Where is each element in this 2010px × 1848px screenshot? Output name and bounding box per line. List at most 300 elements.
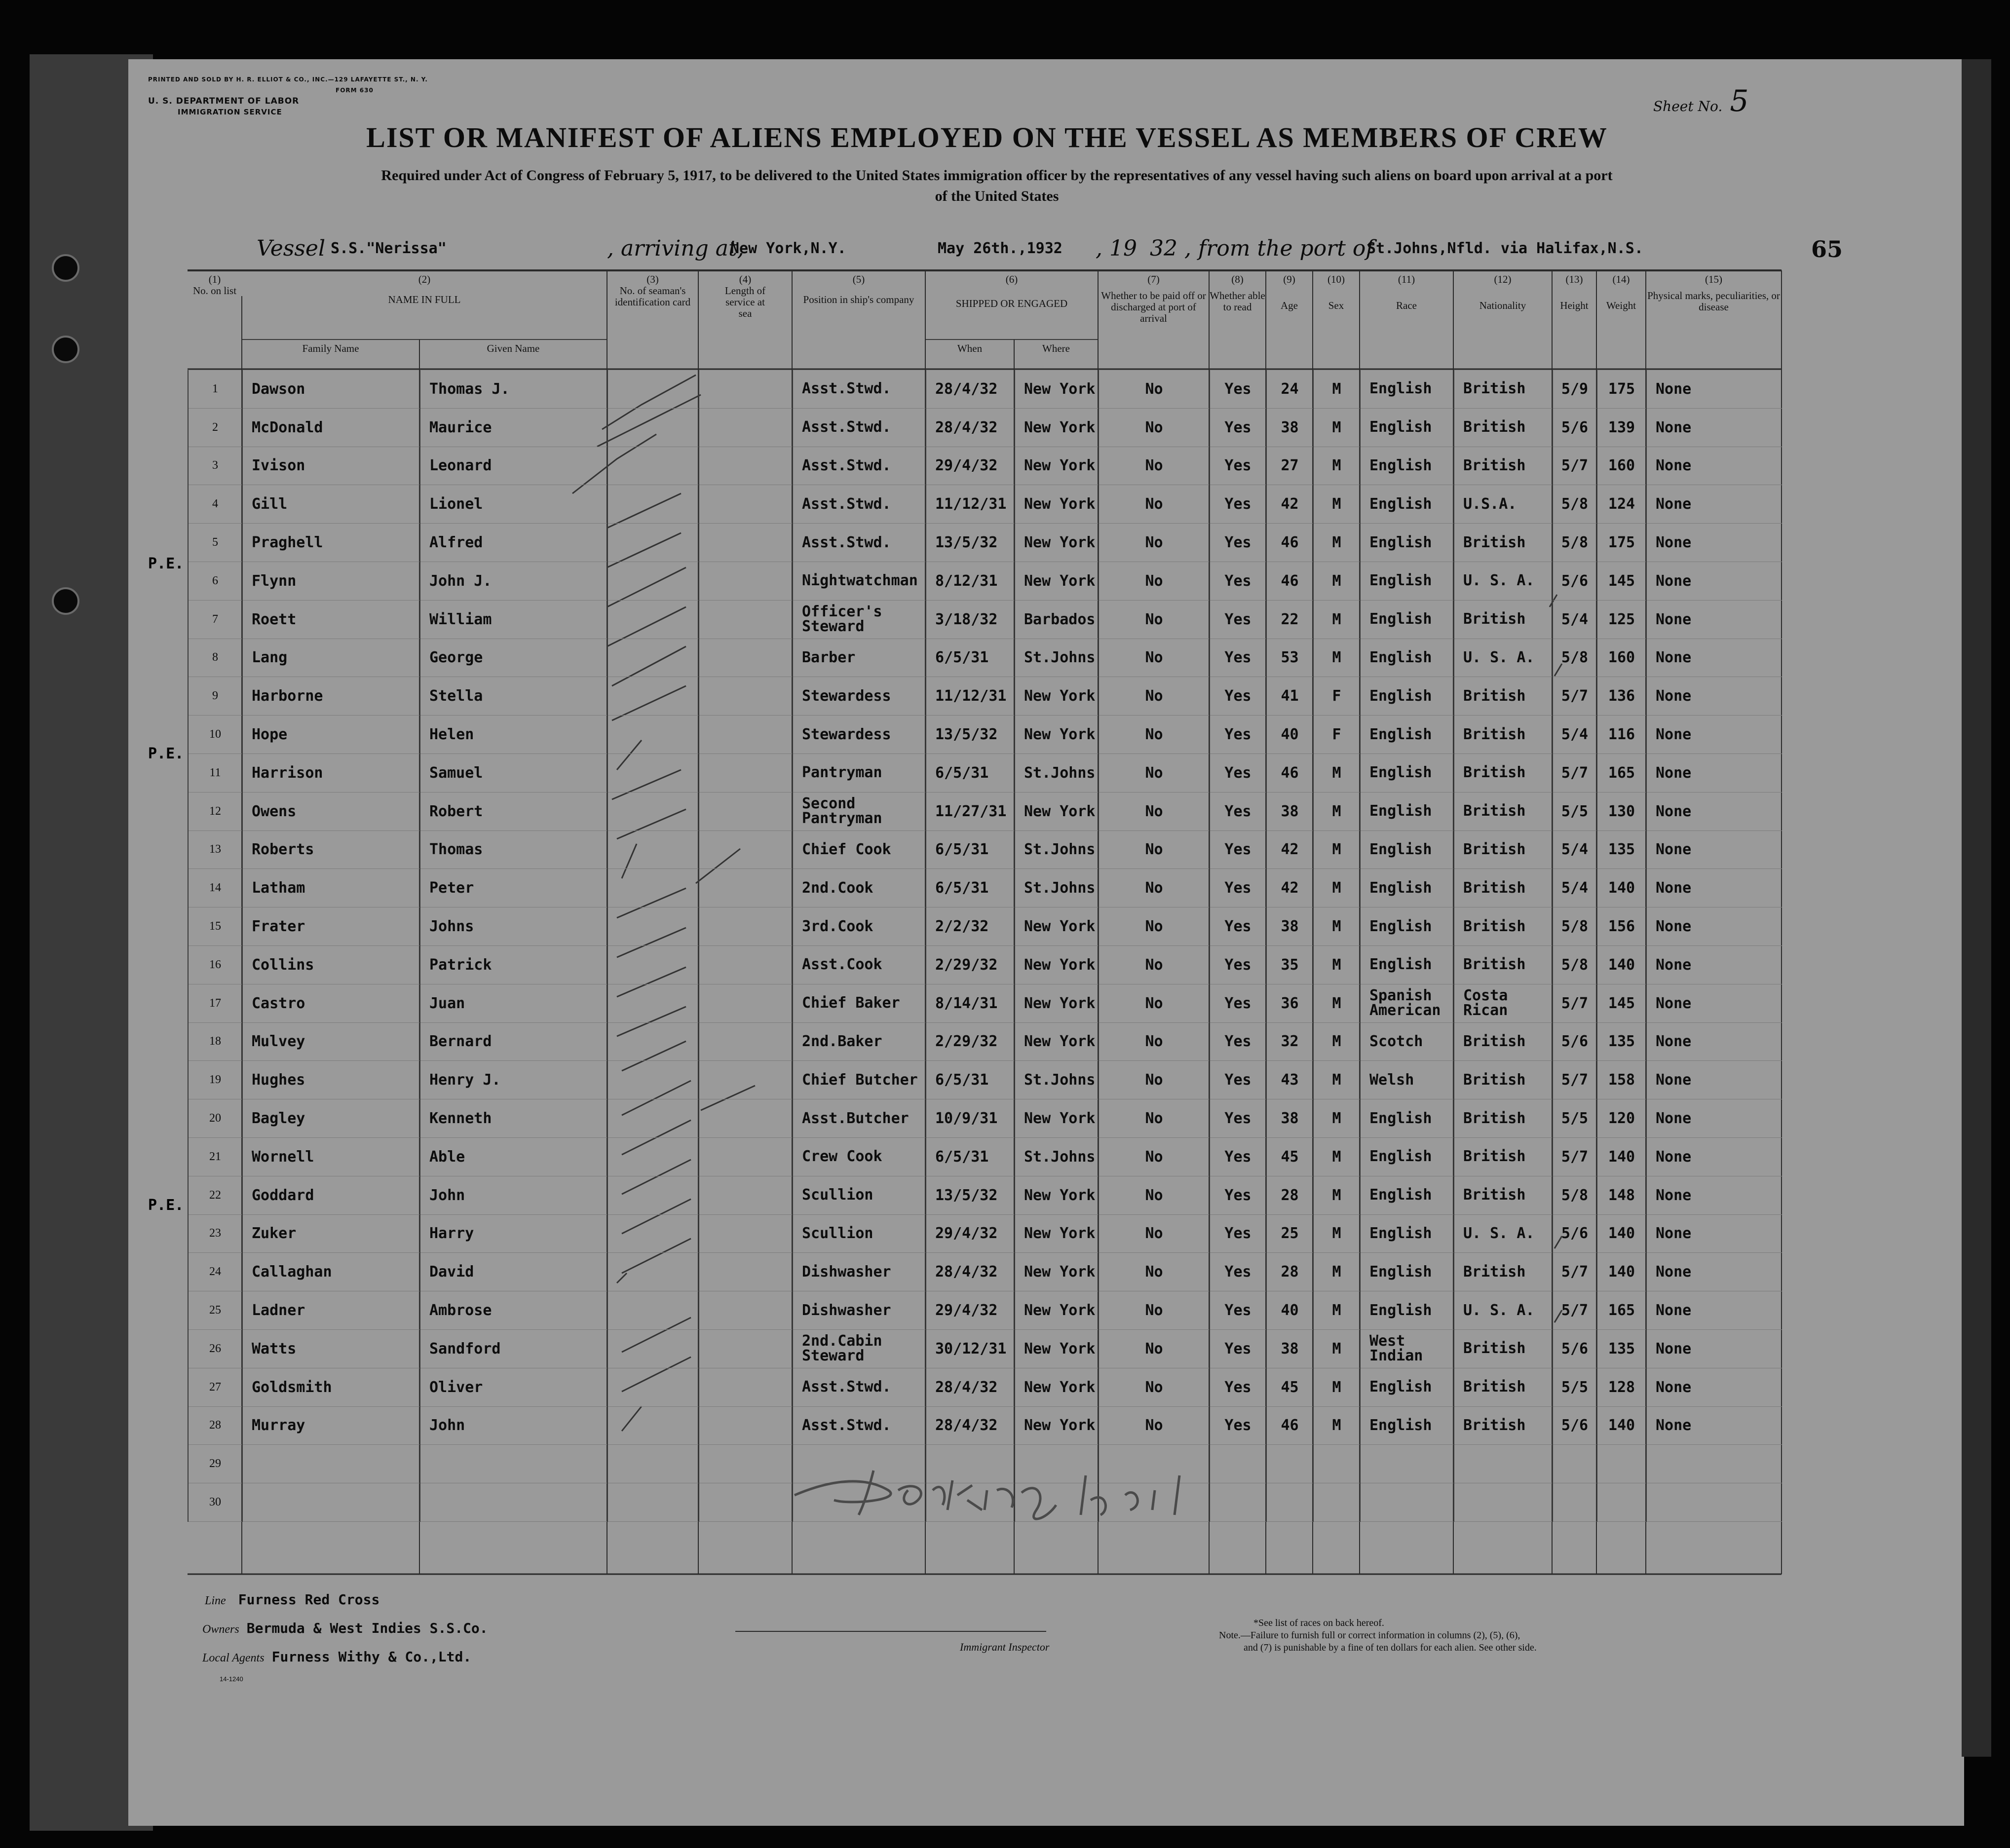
id-card-cell xyxy=(607,1176,699,1214)
nationality: British xyxy=(1454,1137,1553,1176)
age: 25 xyxy=(1266,1214,1313,1253)
service-length-cell xyxy=(699,1099,793,1138)
shipped-where: St.Johns xyxy=(1015,830,1099,869)
position: Chief Butcher xyxy=(793,1061,926,1099)
race: English xyxy=(1360,408,1454,447)
service-length-cell xyxy=(699,562,793,600)
shipped-when: 8/14/31 xyxy=(926,984,1015,1022)
id-card-cell xyxy=(607,447,699,485)
position: Asst.Stwd. xyxy=(793,447,926,485)
height: 5/5 xyxy=(1553,1099,1597,1138)
shipped-when: 3/18/32 xyxy=(926,600,1015,639)
row-number: 22 xyxy=(188,1176,242,1214)
service-length-cell xyxy=(699,1137,793,1176)
sex: M xyxy=(1313,1061,1360,1099)
able-to-read: Yes xyxy=(1210,677,1266,716)
nationality: British xyxy=(1454,370,1553,408)
shipped-when: 28/4/32 xyxy=(926,1406,1015,1445)
given-name-header: Given Name xyxy=(487,342,540,354)
able-to-read: Yes xyxy=(1210,792,1266,830)
height: 5/7 xyxy=(1553,1253,1597,1291)
family-name: Goldsmith xyxy=(242,1368,420,1406)
family-name: Goddard xyxy=(242,1176,420,1214)
row-number: 21 xyxy=(188,1137,242,1176)
id-card-cell xyxy=(607,945,699,984)
weight: 130 xyxy=(1597,792,1646,830)
given-name: Johns xyxy=(420,907,607,946)
family-name: Mulvey xyxy=(242,1022,420,1061)
agents-value: Furness Withy & Co.,Ltd. xyxy=(271,1649,472,1665)
age: 38 xyxy=(1266,1099,1313,1138)
sex: M xyxy=(1313,1214,1360,1253)
inspector-signature xyxy=(790,1461,1263,1525)
id-card-cell xyxy=(607,1253,699,1291)
col-num: (8) xyxy=(1231,273,1244,285)
able-to-read: Yes xyxy=(1210,524,1266,562)
id-card-cell xyxy=(607,984,699,1022)
paid-off: No xyxy=(1099,1329,1210,1368)
able-to-read: Yes xyxy=(1210,562,1266,600)
given-name: Able xyxy=(420,1137,607,1176)
height: 5/4 xyxy=(1553,869,1597,907)
able-to-read: Yes xyxy=(1210,639,1266,677)
service-length-cell xyxy=(699,984,793,1022)
height: 5/6 xyxy=(1553,1022,1597,1061)
notes xyxy=(1219,1617,1836,1654)
nationality: British xyxy=(1454,792,1553,830)
row-number: 16 xyxy=(188,945,242,984)
id-card-cell xyxy=(607,408,699,447)
service-length-cell xyxy=(699,1253,793,1291)
weight: 158 xyxy=(1597,1061,1646,1099)
age: 38 xyxy=(1266,408,1313,447)
height: 5/6 xyxy=(1553,562,1597,600)
able-to-read: Yes xyxy=(1210,408,1266,447)
paid-off: No xyxy=(1099,907,1210,946)
footer-line-row xyxy=(202,1591,379,1608)
owners-value: Bermuda & West Indies S.S.Co. xyxy=(246,1620,488,1636)
paid-off: No xyxy=(1099,716,1210,754)
when-header: When xyxy=(957,342,983,354)
race: English xyxy=(1360,562,1454,600)
able-to-read: Yes xyxy=(1210,370,1266,408)
service-length-cell xyxy=(699,1445,793,1483)
weight xyxy=(1597,1445,1646,1483)
position: Stewardess xyxy=(793,716,926,754)
physical-marks: None xyxy=(1646,869,1782,907)
nationality: British xyxy=(1454,1329,1553,1368)
height: 5/8 xyxy=(1553,524,1597,562)
race: English xyxy=(1360,485,1454,524)
physical-marks: None xyxy=(1646,1329,1782,1368)
family-name: Frater xyxy=(242,907,420,946)
paid-off: No xyxy=(1099,370,1210,408)
service-length-cell xyxy=(699,1368,793,1406)
id-card-cell xyxy=(607,1099,699,1138)
sex xyxy=(1313,1483,1360,1522)
line-label: Line xyxy=(205,1594,226,1607)
paid-off: No xyxy=(1099,408,1210,447)
weight: 124 xyxy=(1597,485,1646,524)
table-row xyxy=(188,485,1782,524)
col-label: Whether to be paid off or discharged at port of arrival xyxy=(1101,290,1206,324)
sex: M xyxy=(1313,1176,1360,1214)
able-to-read: Yes xyxy=(1210,830,1266,869)
age: 40 xyxy=(1266,716,1313,754)
race: Scotch xyxy=(1360,1022,1454,1061)
given-name: John xyxy=(420,1176,607,1214)
position: Asst.Stwd. xyxy=(793,1368,926,1406)
sex: M xyxy=(1313,754,1360,792)
height: 5/7 xyxy=(1553,984,1597,1022)
table-row xyxy=(188,1061,1782,1099)
position: Barber xyxy=(793,639,926,677)
race: Spanish American xyxy=(1360,984,1454,1022)
weight: 145 xyxy=(1597,562,1646,600)
vessel-label: Vessel xyxy=(257,236,326,261)
service-length-cell xyxy=(699,1406,793,1445)
row-number: 3 xyxy=(188,447,242,485)
position: Pantryman xyxy=(793,754,926,792)
able-to-read: Yes xyxy=(1210,447,1266,485)
col-label: Height xyxy=(1560,300,1589,311)
owners-label: Owners xyxy=(202,1623,239,1636)
height: 5/8 xyxy=(1553,1176,1597,1214)
col-num: (3) xyxy=(646,273,659,285)
note-line-2: and (7) is punishable by a fine of ten dollars for each alien. See other side. xyxy=(1244,1642,1537,1653)
year-label: , 19 xyxy=(1096,236,1137,261)
family-name: Wornell xyxy=(242,1137,420,1176)
shipped-when: 13/5/32 xyxy=(926,1176,1015,1214)
family-name: Ivison xyxy=(242,447,420,485)
row-number: 29 xyxy=(188,1445,242,1483)
family-name: Gill xyxy=(242,485,420,524)
able-to-read: Yes xyxy=(1210,1214,1266,1253)
service-length-cell xyxy=(699,485,793,524)
service-length-cell xyxy=(699,370,793,408)
weight: 120 xyxy=(1597,1099,1646,1138)
race: English xyxy=(1360,1406,1454,1445)
service-length-cell xyxy=(699,792,793,830)
row-number: 26 xyxy=(188,1329,242,1368)
pe-mark: P.E. xyxy=(148,745,184,762)
able-to-read: Yes xyxy=(1210,600,1266,639)
family-name: Praghell xyxy=(242,524,420,562)
position: Stewardess xyxy=(793,677,926,716)
physical-marks: None xyxy=(1646,639,1782,677)
id-card-cell xyxy=(607,792,699,830)
id-card-cell xyxy=(607,716,699,754)
physical-marks: None xyxy=(1646,1253,1782,1291)
race: Welsh xyxy=(1360,1061,1454,1099)
age: 42 xyxy=(1266,869,1313,907)
shipped-where: New York xyxy=(1015,562,1099,600)
race: English xyxy=(1360,1368,1454,1406)
weight: 145 xyxy=(1597,984,1646,1022)
row-number: 28 xyxy=(188,1406,242,1445)
col-label: Whether able to read xyxy=(1210,290,1265,313)
weight: 135 xyxy=(1597,830,1646,869)
sex: M xyxy=(1313,1291,1360,1330)
position: Asst.Stwd. xyxy=(793,408,926,447)
sex: M xyxy=(1313,600,1360,639)
physical-marks: None xyxy=(1646,1214,1782,1253)
table-row xyxy=(188,1099,1782,1138)
sex: M xyxy=(1313,1368,1360,1406)
nationality: U. S. A. xyxy=(1454,1291,1553,1330)
family-name: Harborne xyxy=(242,677,420,716)
physical-marks: None xyxy=(1646,677,1782,716)
table-row xyxy=(188,945,1782,984)
able-to-read: Yes xyxy=(1210,1253,1266,1291)
position: Dishwasher xyxy=(793,1253,926,1291)
family-name: Owens xyxy=(242,792,420,830)
row-number: 15 xyxy=(188,907,242,946)
height: 5/5 xyxy=(1553,792,1597,830)
row-number: 6 xyxy=(188,562,242,600)
col-label: No. on list xyxy=(192,285,237,297)
family-name: Bagley xyxy=(242,1099,420,1138)
col-num: (6) xyxy=(1005,273,1018,285)
weight: 125 xyxy=(1597,600,1646,639)
given-name: William xyxy=(420,600,607,639)
family-name: Lang xyxy=(242,639,420,677)
position: Asst.Butcher xyxy=(793,1099,926,1138)
physical-marks: None xyxy=(1646,1061,1782,1099)
shipped-when: 28/4/32 xyxy=(926,1368,1015,1406)
able-to-read: Yes xyxy=(1210,1406,1266,1445)
family-name: Zuker xyxy=(242,1214,420,1253)
table-row xyxy=(188,1253,1782,1291)
row-number: 9 xyxy=(188,677,242,716)
family-name: Murray xyxy=(242,1406,420,1445)
form-code: 14-1240 xyxy=(220,1675,243,1683)
shipped-where: St.Johns xyxy=(1015,639,1099,677)
able-to-read: Yes xyxy=(1210,1061,1266,1099)
race: English xyxy=(1360,1099,1454,1138)
service-length-cell xyxy=(699,1061,793,1099)
col-num: (5) xyxy=(852,273,865,285)
race: English xyxy=(1360,716,1454,754)
race xyxy=(1360,1483,1454,1522)
height: 5/7 xyxy=(1553,677,1597,716)
table-row xyxy=(188,370,1782,408)
col-label: NAME IN FULL xyxy=(388,294,461,305)
shipped-where: New York xyxy=(1015,1022,1099,1061)
service-length-cell xyxy=(699,408,793,447)
paid-off: No xyxy=(1099,830,1210,869)
table-row xyxy=(188,907,1782,946)
id-card-cell xyxy=(607,639,699,677)
race: English xyxy=(1360,370,1454,408)
nationality: British xyxy=(1454,1253,1553,1291)
able-to-read: Yes xyxy=(1210,1137,1266,1176)
age: 41 xyxy=(1266,677,1313,716)
row-number: 19 xyxy=(188,1061,242,1099)
shipped-when: 6/5/31 xyxy=(926,830,1015,869)
nationality: British xyxy=(1454,830,1553,869)
sex: M xyxy=(1313,447,1360,485)
height: 5/8 xyxy=(1553,945,1597,984)
height: 5/9 xyxy=(1553,370,1597,408)
height xyxy=(1553,1483,1597,1522)
from-label: , from the port of xyxy=(1184,236,1374,261)
id-card-cell xyxy=(607,1137,699,1176)
physical-marks: None xyxy=(1646,907,1782,946)
shipped-when: 11/12/31 xyxy=(926,485,1015,524)
shipped-when: 6/5/31 xyxy=(926,639,1015,677)
table-row xyxy=(188,447,1782,485)
weight: 140 xyxy=(1597,869,1646,907)
age: 45 xyxy=(1266,1368,1313,1406)
shipped-where: New York xyxy=(1015,485,1099,524)
shipped-where: New York xyxy=(1015,677,1099,716)
family-name: Collins xyxy=(242,945,420,984)
age: 46 xyxy=(1266,754,1313,792)
nationality: Costa Rican xyxy=(1454,984,1553,1022)
service-length-cell xyxy=(699,1176,793,1214)
given-name: Harry xyxy=(420,1214,607,1253)
col-label: Age xyxy=(1281,300,1298,311)
nationality: British xyxy=(1454,1368,1553,1406)
shipped-where: New York xyxy=(1015,716,1099,754)
physical-marks: None xyxy=(1646,1099,1782,1138)
physical-marks: None xyxy=(1646,945,1782,984)
shipped-where: New York xyxy=(1015,447,1099,485)
col-num: (15) xyxy=(1705,273,1722,285)
sex: M xyxy=(1313,1022,1360,1061)
age: 22 xyxy=(1266,600,1313,639)
table-row xyxy=(188,1214,1782,1253)
service-length-cell xyxy=(699,447,793,485)
weight: 139 xyxy=(1597,408,1646,447)
arrival-date: May 26th.,1932 xyxy=(938,240,1062,257)
race xyxy=(1360,1445,1454,1483)
nationality: British xyxy=(1454,1022,1553,1061)
position: Asst.Stwd. xyxy=(793,524,926,562)
id-card-cell xyxy=(607,677,699,716)
given-name: Henry J. xyxy=(420,1061,607,1099)
shipped-where: New York xyxy=(1015,984,1099,1022)
age: 42 xyxy=(1266,830,1313,869)
shipped-when: 2/29/32 xyxy=(926,1022,1015,1061)
col-num: (1) xyxy=(208,273,221,285)
crew-table xyxy=(188,370,1782,1522)
weight: 128 xyxy=(1597,1368,1646,1406)
col-num: (4) xyxy=(739,273,752,285)
family-name: McDonald xyxy=(242,408,420,447)
physical-marks xyxy=(1646,1483,1782,1522)
col-label: Sex xyxy=(1328,300,1344,311)
age: 24 xyxy=(1266,370,1313,408)
crew-table-body xyxy=(188,370,1782,1521)
nationality: British xyxy=(1454,945,1553,984)
able-to-read: Yes xyxy=(1210,1022,1266,1061)
row-number: 14 xyxy=(188,869,242,907)
position: Crew Cook xyxy=(793,1137,926,1176)
service-length-cell xyxy=(699,1483,793,1522)
table-row xyxy=(188,1368,1782,1406)
paid-off: No xyxy=(1099,447,1210,485)
col-label: Length of service at sea xyxy=(724,285,766,319)
shipped-when: 13/5/32 xyxy=(926,716,1015,754)
id-card-cell xyxy=(607,562,699,600)
position: Officer's Steward xyxy=(793,600,926,639)
shipped-when: 6/5/31 xyxy=(926,869,1015,907)
height: 5/6 xyxy=(1553,1406,1597,1445)
shipped-where: St.Johns xyxy=(1015,869,1099,907)
given-name: Samuel xyxy=(420,754,607,792)
race: English xyxy=(1360,1291,1454,1330)
row-number: 27 xyxy=(188,1368,242,1406)
weight: 135 xyxy=(1597,1022,1646,1061)
physical-marks: None xyxy=(1646,562,1782,600)
weight: 116 xyxy=(1597,716,1646,754)
table-row xyxy=(188,1291,1782,1330)
given-name: Stella xyxy=(420,677,607,716)
weight xyxy=(1597,1483,1646,1522)
nationality: British xyxy=(1454,600,1553,639)
id-card-cell xyxy=(607,600,699,639)
nationality: U.S.A. xyxy=(1454,485,1553,524)
shipped-when: 6/5/31 xyxy=(926,1137,1015,1176)
paid-off: No xyxy=(1099,792,1210,830)
race: English xyxy=(1360,639,1454,677)
physical-marks xyxy=(1646,1445,1782,1483)
col-label: Nationality xyxy=(1479,300,1526,311)
able-to-read: Yes xyxy=(1210,716,1266,754)
position: 2nd.Cabin Steward xyxy=(793,1329,926,1368)
shipped-when: 2/29/32 xyxy=(926,945,1015,984)
height: 5/6 xyxy=(1553,1329,1597,1368)
physical-marks: None xyxy=(1646,984,1782,1022)
race: English xyxy=(1360,1176,1454,1214)
sex: M xyxy=(1313,1329,1360,1368)
table-row xyxy=(188,984,1782,1022)
id-card-cell xyxy=(607,485,699,524)
arriving-label: , arriving at, xyxy=(607,236,744,261)
height: 5/4 xyxy=(1553,830,1597,869)
sex: M xyxy=(1313,370,1360,408)
able-to-read: Yes xyxy=(1210,1329,1266,1368)
paid-off: No xyxy=(1099,1099,1210,1138)
given-name: Robert xyxy=(420,792,607,830)
paid-off: No xyxy=(1099,1176,1210,1214)
row-number: 12 xyxy=(188,792,242,830)
given-name xyxy=(420,1483,607,1522)
row-number: 30 xyxy=(188,1483,242,1522)
paid-off: No xyxy=(1099,677,1210,716)
height: 5/7 xyxy=(1553,754,1597,792)
shipped-where: New York xyxy=(1015,1406,1099,1445)
nationality: British xyxy=(1454,907,1553,946)
note-line-1: Note.—Failure to furnish full or correct information in columns (2), (5), (6), xyxy=(1219,1630,1520,1641)
sex: F xyxy=(1313,677,1360,716)
physical-marks: None xyxy=(1646,716,1782,754)
physical-marks: None xyxy=(1646,1137,1782,1176)
row-number: 1 xyxy=(188,370,242,408)
age: 38 xyxy=(1266,792,1313,830)
row-number: 20 xyxy=(188,1099,242,1138)
col-num: (11) xyxy=(1398,273,1415,285)
race: English xyxy=(1360,524,1454,562)
race: English xyxy=(1360,600,1454,639)
weight: 135 xyxy=(1597,1329,1646,1368)
weight: 165 xyxy=(1597,1291,1646,1330)
nationality: British xyxy=(1454,447,1553,485)
sex: M xyxy=(1313,1099,1360,1138)
col-label: Weight xyxy=(1606,300,1636,311)
